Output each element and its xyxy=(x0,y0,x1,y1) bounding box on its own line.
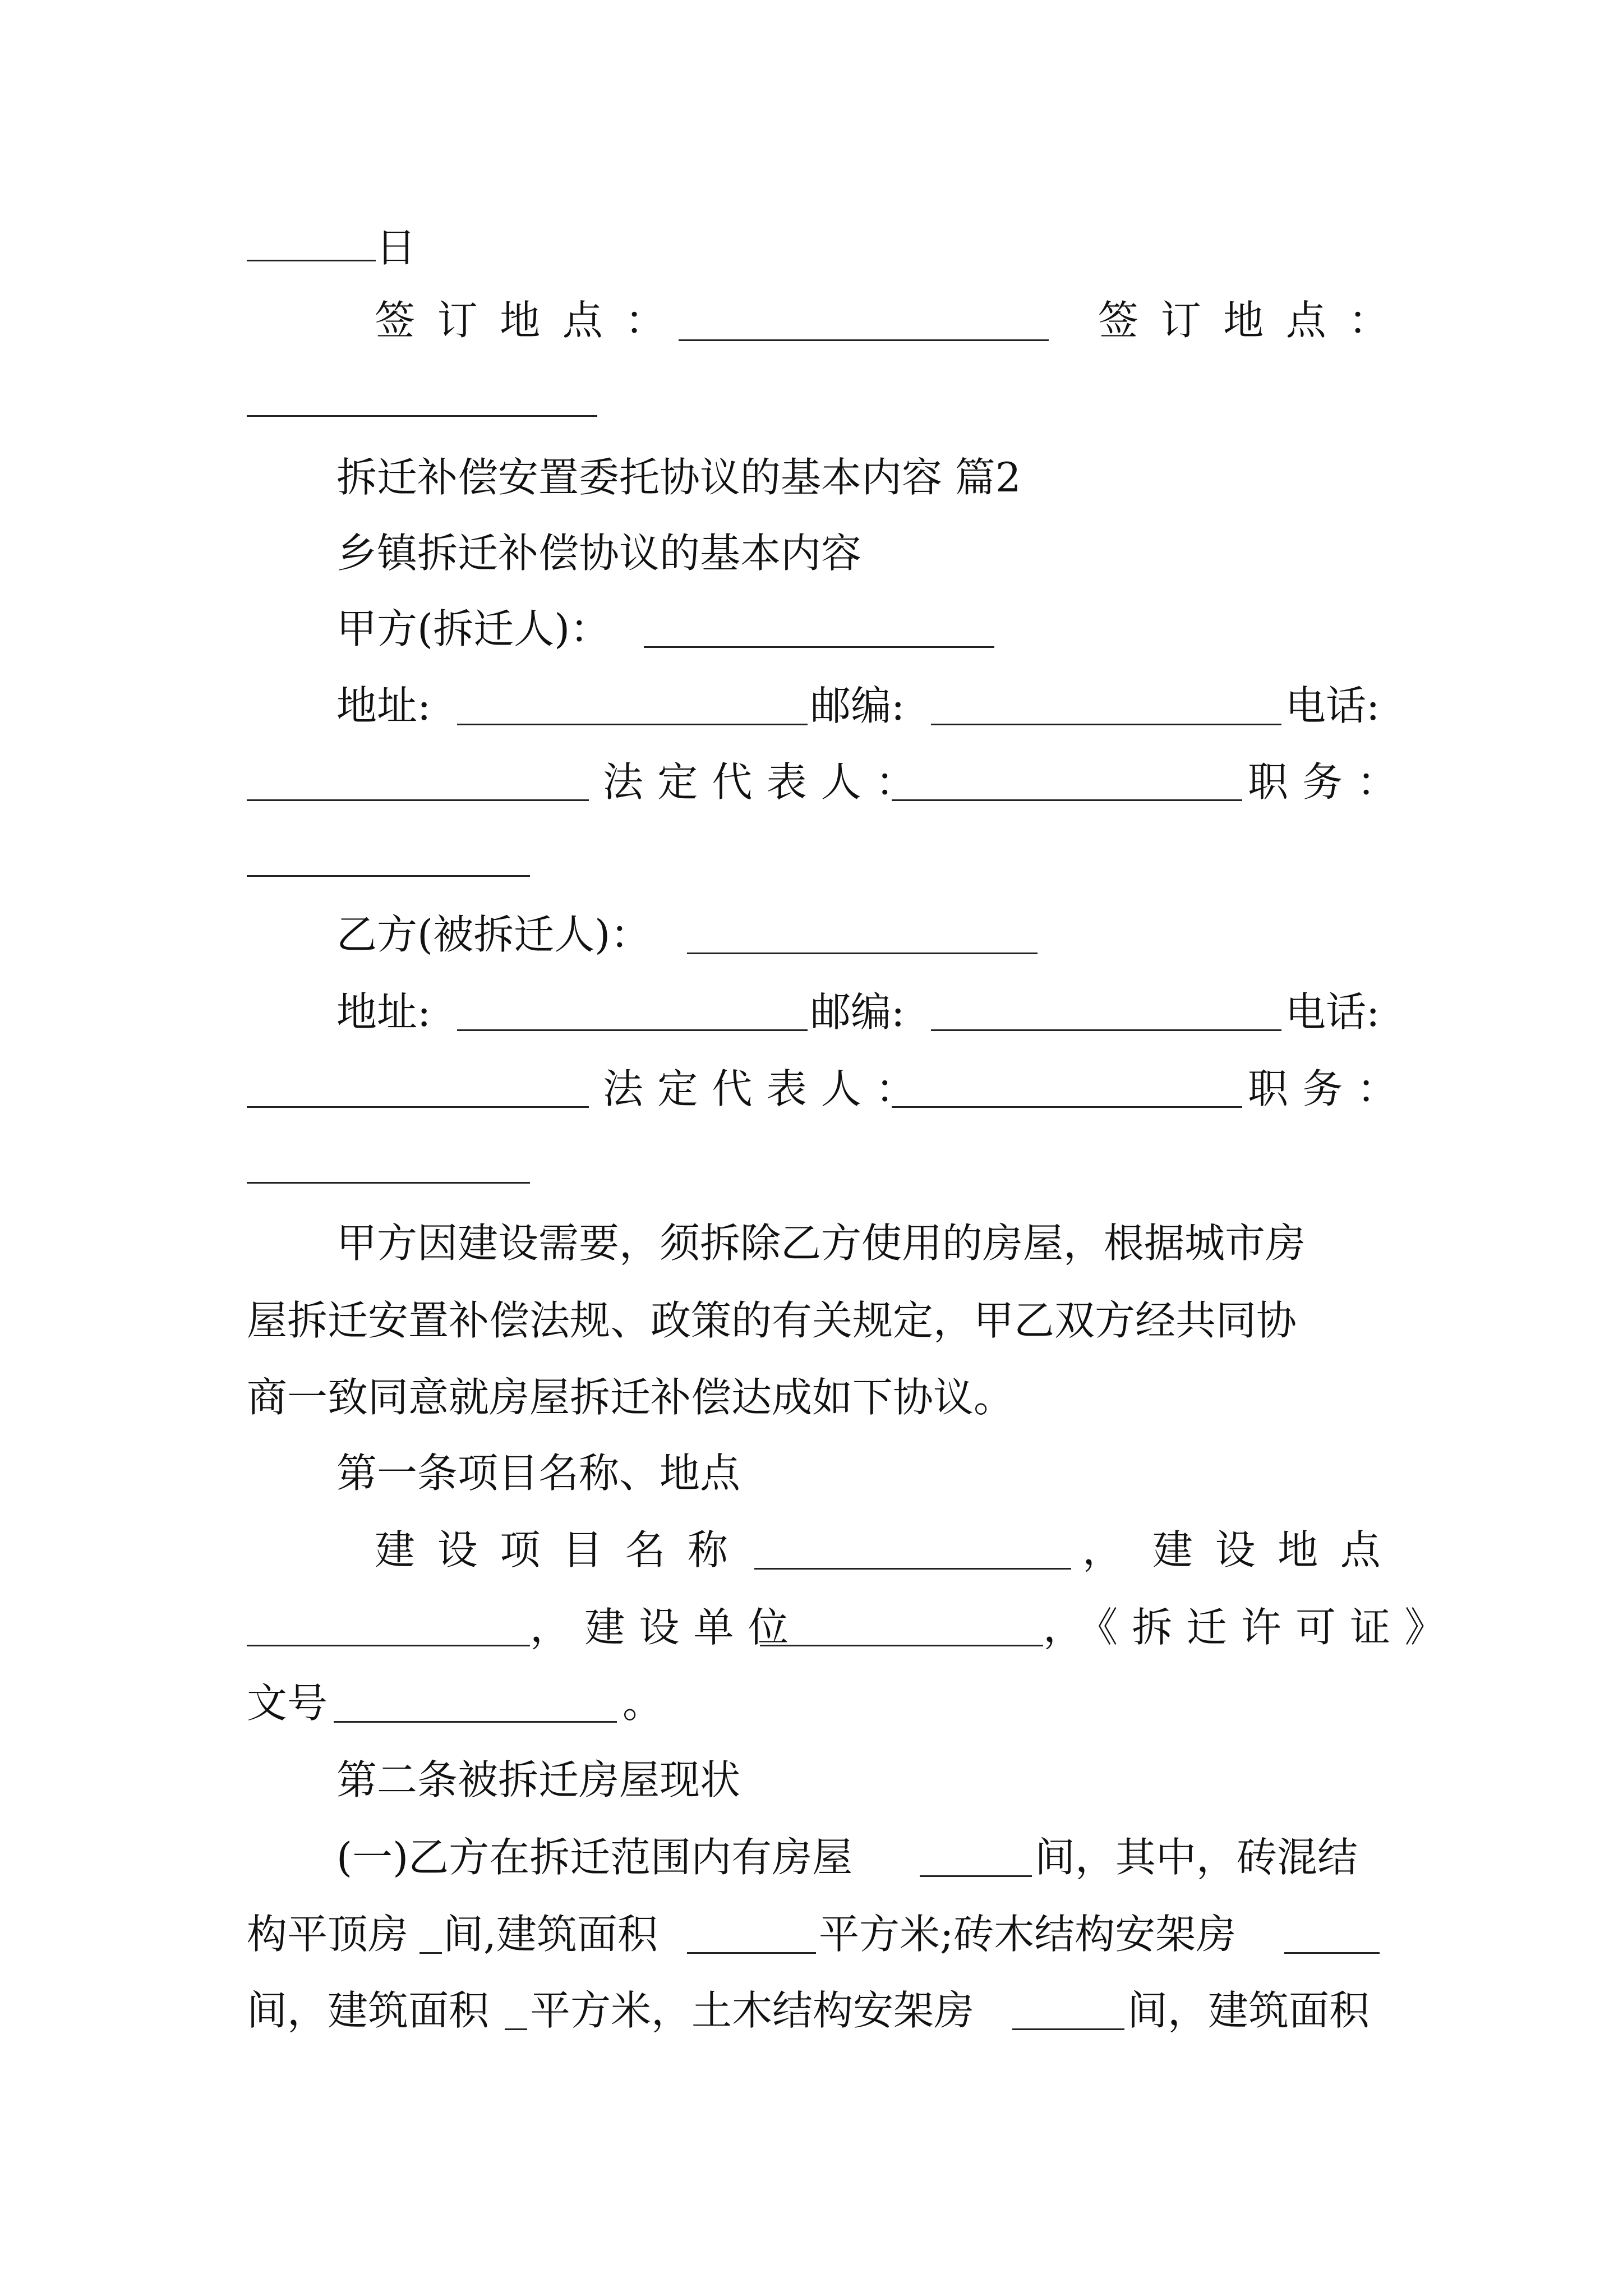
article2-line1-a: (一)乙方在拆迁范围内有房屋 xyxy=(336,1834,853,1881)
party-a-phone-blank[interactable] xyxy=(247,799,589,801)
day-suffix: 日 xyxy=(376,224,417,272)
article2-line1-b: 间，其中，砖混结 xyxy=(1035,1834,1358,1881)
party-b-phone-label: 电话: xyxy=(1285,988,1380,1036)
party-b-address-blank[interactable] xyxy=(457,1029,808,1031)
article2-line3-a: 间，建筑面积 xyxy=(247,1987,490,2034)
sign-place-a-label: 签订地点： xyxy=(375,297,688,344)
party-b-postcode-label: 邮编: xyxy=(810,988,905,1036)
article1-title: 第一条项目名称、地点 xyxy=(336,1450,741,1497)
article2-brickwood-area-blank[interactable] xyxy=(505,2028,527,2030)
party-b-postcode-blank[interactable] xyxy=(931,1029,1281,1031)
party-a-position-label: 职务： xyxy=(1248,758,1412,806)
article1-unit-blank[interactable] xyxy=(760,1645,1043,1646)
section-subtitle: 乡镇拆迁补偿协议的基本内容 xyxy=(336,530,862,577)
party-a-address-label: 地址: xyxy=(336,682,431,729)
party-a-postcode-label: 邮编: xyxy=(810,682,905,729)
article2-flat-rooms-blank[interactable] xyxy=(419,1952,442,1954)
article2-brickwood-rooms-blank[interactable] xyxy=(1284,1952,1380,1954)
party-b-position-label: 职务： xyxy=(1248,1065,1412,1112)
article2-line2-c: 平方米;砖木结构安架房 xyxy=(819,1911,1237,1958)
article1-docno-blank[interactable] xyxy=(334,1721,617,1723)
article2-title: 第二条被拆迁房屋现状 xyxy=(336,1756,741,1803)
article1-project-name-blank[interactable] xyxy=(754,1568,1071,1570)
party-b-name-blank[interactable] xyxy=(687,953,1038,954)
party-a-phone-label: 电话: xyxy=(1285,682,1380,729)
date-line xyxy=(247,222,417,272)
party-a-label: 甲方(拆迁人)： xyxy=(336,605,611,652)
article1-docno-label: 文号 xyxy=(247,1680,328,1727)
sign-place-a-blank[interactable] xyxy=(679,339,1049,341)
party-b-rep-blank[interactable] xyxy=(892,1106,1242,1108)
party-a-address-blank[interactable] xyxy=(457,724,808,725)
intro-line-1: 甲方因建设需要，须拆除乙方使用的房屋，根据城市房 xyxy=(336,1220,1306,1267)
article1-unit-label: ，建设单位 xyxy=(530,1604,803,1651)
article2-line3-c: 间，建筑面积 xyxy=(1127,1987,1370,2034)
article2-line2-a: 构平顶房 xyxy=(247,1911,409,1958)
sign-place-b-label: 签订地点： xyxy=(1098,297,1412,344)
intro-line-2: 屋拆迁安置补偿法规、政策的有关规定，甲乙双方经共同协 xyxy=(247,1297,1297,1344)
article1-site-label: 建设地点 xyxy=(1152,1526,1403,1573)
section-title: 拆迁补偿安置委托协议的基本内容 篇2 xyxy=(336,454,1021,501)
article2-rooms-blank[interactable] xyxy=(920,1875,1032,1877)
party-a-postcode-blank[interactable] xyxy=(931,724,1281,725)
article2-line2-b: 间,建筑面积 xyxy=(443,1911,658,1958)
party-a-rep-label: 法定代表人： xyxy=(603,758,930,806)
intro-line-3: 商一致同意就房屋拆迁补偿达成如下协议。 xyxy=(247,1374,1015,1421)
party-b-address-label: 地址: xyxy=(336,988,431,1036)
article1-permit-label: ，《拆迁许可证》 xyxy=(1043,1604,1459,1651)
day-blank[interactable] xyxy=(247,222,376,261)
party-b-rep-label: 法定代表人： xyxy=(603,1065,930,1112)
party-a-name-blank[interactable] xyxy=(644,646,994,648)
article1-site-blank[interactable] xyxy=(247,1645,530,1646)
article2-flat-area-blank[interactable] xyxy=(687,1952,816,1954)
party-b-label: 乙方(被拆迁人)： xyxy=(336,911,651,958)
sign-place-b-blank[interactable] xyxy=(247,415,597,417)
article1-period: 。 xyxy=(623,1680,663,1727)
article2-earthwood-rooms-blank[interactable] xyxy=(1012,2028,1124,2030)
article2-line3-b: 平方米，土木结构安架房 xyxy=(530,1987,975,2034)
article1-comma: ， xyxy=(1082,1526,1123,1573)
party-b-position-blank[interactable] xyxy=(247,1182,530,1184)
party-b-phone-blank[interactable] xyxy=(247,1106,589,1108)
party-a-rep-blank[interactable] xyxy=(892,799,1242,801)
party-a-position-blank[interactable] xyxy=(247,875,530,877)
article1-project-name-label: 建设项目名称 xyxy=(375,1526,750,1573)
